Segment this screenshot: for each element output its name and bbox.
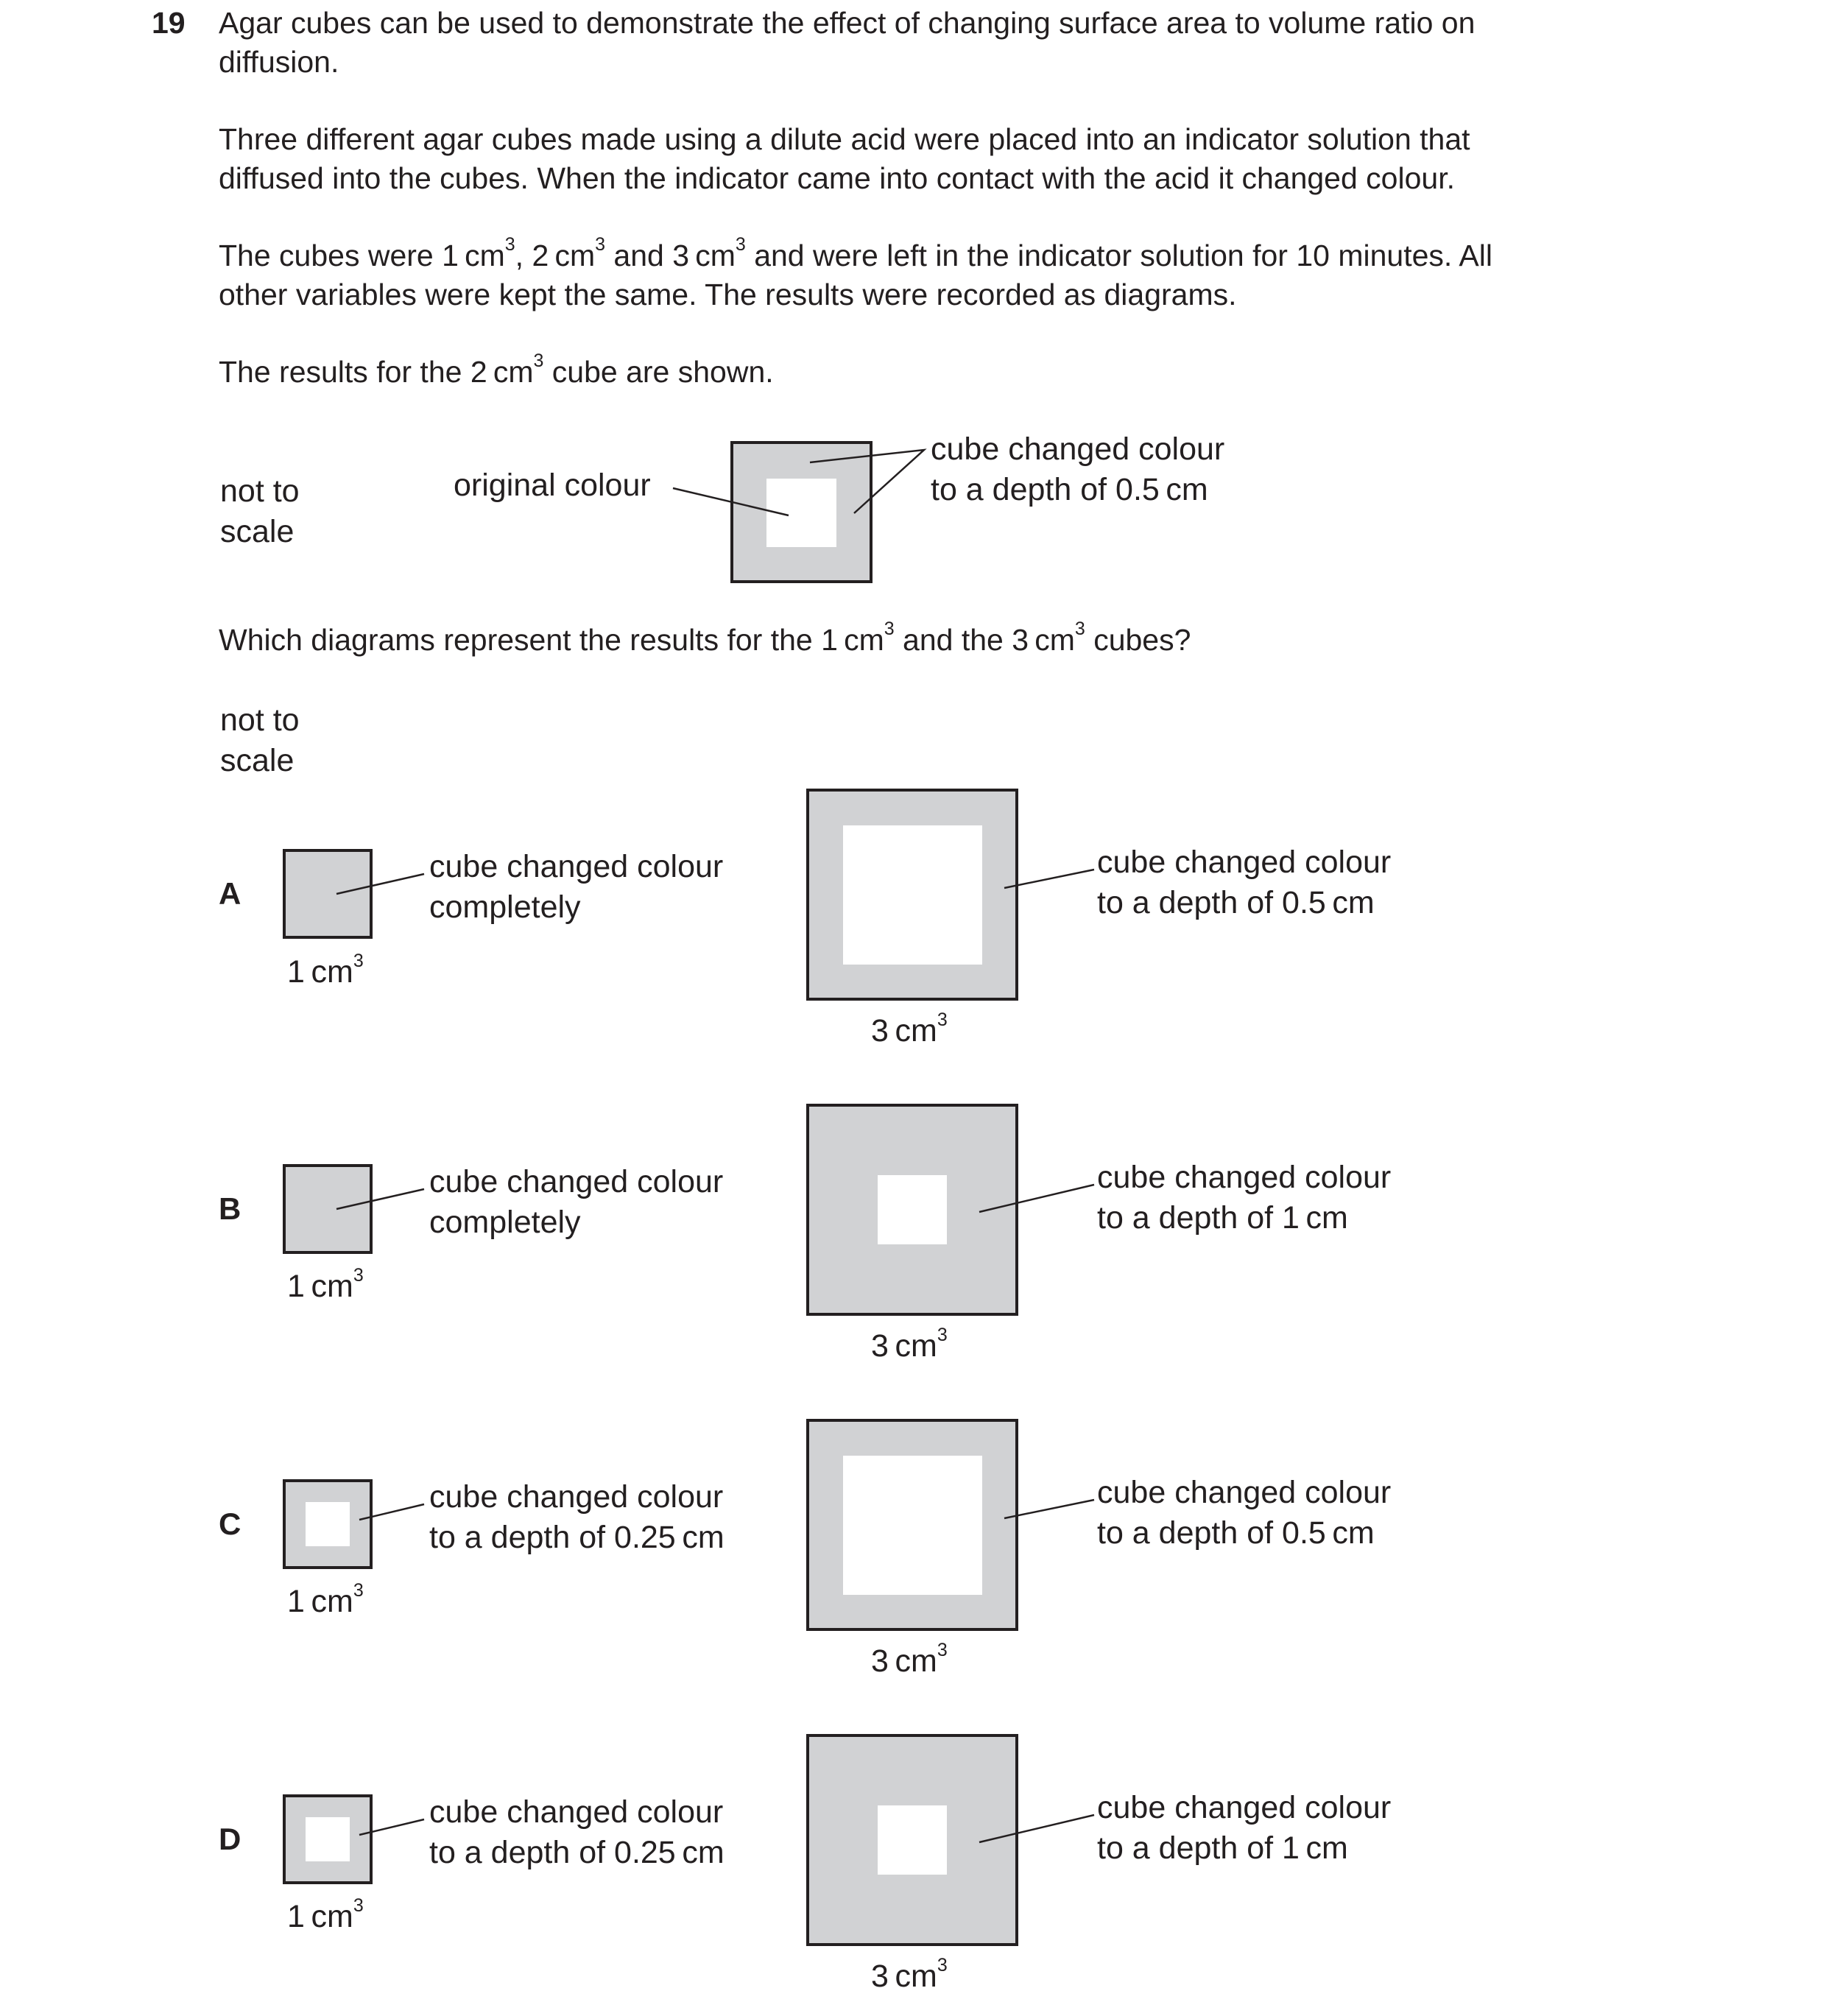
option-b-small-label: cube changed colour completely xyxy=(429,1164,724,1240)
option-c-large-core xyxy=(843,1456,982,1595)
option-a-small-unit: 1 $cm^3$ xyxy=(287,950,364,990)
option-a-large-label: cube changed colour to a depth of 0.5 cm xyxy=(1097,845,1392,920)
options-not-to-scale: not to scale xyxy=(220,702,300,778)
cubes-line-1: The cubes were 1 $cm^3$, 2 $cm^3$ and 3 $cm^3$ and were left in the indicator solution for 10 minutes. All xyxy=(219,233,1492,272)
option-d-small-unit: 1 $cm^3$ xyxy=(287,1895,364,1934)
intro-line-2: diffusion. xyxy=(219,45,339,79)
original-colour-label: original colour xyxy=(454,468,651,503)
option-b-small-unit: 1 $cm^3$ xyxy=(287,1264,364,1304)
option-d-large-unit: 3 $cm^3$ xyxy=(871,1954,948,1994)
question-number: 19 xyxy=(152,6,186,40)
method-line-2: diffused into the cubes. When the indicator came into contact with the acid it changed colour. xyxy=(219,161,1455,195)
method-line-1: Three different agar cubes made using a dilute acid were placed into an indicator solution that xyxy=(219,122,1470,156)
option-d-large-core xyxy=(878,1805,947,1875)
example-not-to-scale: not to scale xyxy=(220,473,300,549)
option-b-large-core xyxy=(878,1175,947,1244)
option-d-large-label: cube changed colour to a depth of 1 cm xyxy=(1097,1790,1392,1866)
option-c-letter[interactable]: C xyxy=(219,1506,242,1541)
results-sentence: The results for the 2 $cm^3$ cube are shown. xyxy=(219,350,774,389)
option-c-large-unit: 3 $cm^3$ xyxy=(871,1639,948,1679)
option-a-small-cube xyxy=(284,850,371,937)
option-a-small-label: cube changed colour completely xyxy=(429,849,724,925)
option-c-small-label: cube changed colour to a depth of 0.25 cm xyxy=(429,1479,725,1555)
option-d-letter[interactable]: D xyxy=(219,1822,242,1856)
option-b-large-label: cube changed colour to a depth of 1 cm xyxy=(1097,1160,1392,1236)
intro-line-1: Agar cubes can be used to demonstrate the effect of changing surface area to volume ratio on xyxy=(219,6,1476,40)
option-d-small-core xyxy=(306,1817,350,1861)
option-a-large-core xyxy=(843,825,982,965)
option-a-large-unit: 3 $cm^3$ xyxy=(871,1009,948,1048)
option-b-small-cube xyxy=(284,1166,371,1252)
option-b-large-unit: 3 $cm^3$ xyxy=(871,1324,948,1364)
cubes-line-2: other variables were kept the same. The results were recorded as diagrams. xyxy=(219,278,1237,311)
option-d-small-label: cube changed colour to a depth of 0.25 cm xyxy=(429,1794,725,1870)
example-changed-label: cube changed colour to a depth of 0.5 cm xyxy=(931,431,1225,507)
option-a-letter[interactable]: A xyxy=(219,876,242,911)
option-c-small-core xyxy=(306,1502,350,1546)
option-c-small-unit: 1 $cm^3$ xyxy=(287,1579,364,1619)
option-b-letter[interactable]: B xyxy=(219,1191,242,1226)
option-c-large-label: cube changed colour to a depth of 0.5 cm xyxy=(1097,1475,1392,1551)
which-question: Which diagrams represent the results for the 1 $cm^3$ and the 3 $cm^3$ cubes? xyxy=(219,618,1191,657)
